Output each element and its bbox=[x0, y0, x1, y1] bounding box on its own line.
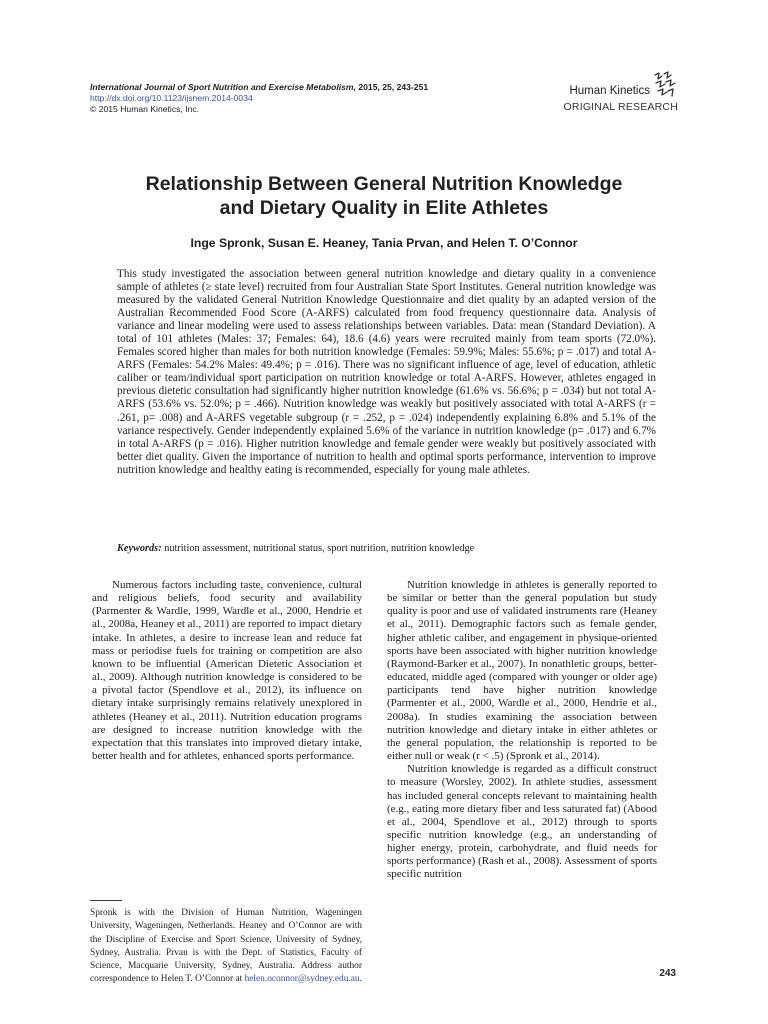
body-column-right bbox=[387, 579, 657, 882]
paragraph: Nutrition knowledge in athletes is generally reported to be similar or better than the general population but study quality is poor and use of validated instruments rare (Heaney et al., 2011). Demographic factors such as female gender, higher athletic caliber, and engagement in physique-oriented sports have been associated with higher nutrition knowledge (Raymond-Barker et al., 2007). In nonathletic groups, better-educated, middle aged (compared with younger or older age) participants tend have higher nutrition knowledge (Parmenter et al., 2000, Wardle et al., 2000, Hendrie et al., 2008a). In studies examining the association between nutrition knowledge and dietary intake in either athletes or the general population, the relationship is reported to be either null or weak (r < .5) (Spronk et al., 2014). bbox=[387, 579, 657, 763]
doi-link[interactable]: http://dx.doi.org/10.1123/ijsnem.2014-0034 bbox=[90, 93, 253, 103]
keywords-list: nutrition assessment, nutritional status, sport nutrition, nutrition knowledge bbox=[161, 543, 475, 554]
authors: Inge Spronk, Susan E. Heaney, Tania Prvan, and Helen T. O’Connor bbox=[190, 236, 578, 250]
footnote-end: . bbox=[359, 974, 362, 985]
journal-header bbox=[90, 82, 428, 115]
keywords bbox=[117, 543, 656, 554]
article-title bbox=[90, 172, 678, 220]
paragraph: Numerous factors including taste, convenience, cultural and religious beliefs, food security and availability (Parmenter & Wardle, 1999, Wardle et al., 2000, Hendrie et al., 2008a, Heaney et al., 2011) are reported to impact dietary intake. In athletes, a desire to increase lean and reduce fat mass or periodise fuels for training or competition are also known to be influential (American Dietetic Association et al., 2009). Although nutrition knowledge is considered to be a pivotal factor (Spendlove et al., 2012), its influence on dietary intake surprisingly remains relatively unexplored in athletes (Heaney et al., 2011). Nutrition education programs are designed to increase nutrition knowledge with the expectation that this translates into improved dietary intake, better health and for athletes, enhanced sports performance. bbox=[92, 579, 362, 763]
title-line-1: Relationship Between General Nutrition Knowledge bbox=[145, 173, 623, 195]
abstract: This study investigated the association between general nutrition knowledge and dietary quality in a convenience sample of athletes (≥ state level) recruited from four Australian State Sport Institutes. General nutrition knowledge was measured by the validated General Nutrition Knowledge Questionnaire and diet quality by an adapted version of the Australian Recommended Food Score (A-ARFS) calculated from food frequency questionnaire data. Analysis of variance and linear modeling were used to assess relationships between variables. Data: mean (Standard Deviation). A total of 101 athletes (Males: 37; Females: 64), 18.6 (4.6) years were recruited mainly from team sports (72.0%). Females scored higher than males for both nutrition knowledge (Females: 59.9%; Males: 55.6%; p = .017) and total A-ARFS (Females: 54.2% Males: 49.4%; p = .016). There was no significant influence of age, level of education, athletic caliber or team/individual sport participation on nutrition knowledge or total A-ARFS. However, athletes engaged in previous dietetic consultation had significantly higher nutrition knowledge (61.6% vs. 56.6%; p = .034) but not total A-ARFS (53.6% vs. 52.0%; p = .466). Nutrition knowledge was weakly but positively associated with total A-ARFS (r = .261, p= .008) and A-ARFS vegetable subgroup (r = .252, p = .024) independently explaining 6.8% and 5.1% of the variance respectively. Gender independently explained 5.6% of the variance in nutrition knowledge (p= .017) and 6.7% in total A-ARFS (p = .016). Higher nutrition knowledge and female gender were weakly but positively associated with better diet quality. Given the importance of nutrition to health and optimal sports performance, intervention to improve nutrition knowledge and healthy eating is recommended, especially for young male athletes. bbox=[117, 268, 656, 476]
footnote-text: Spronk is with the Division of Human Nutrition, Wageningen University, Wageningen, Netherlands. Heaney and O’Connor are with the Discipline of Exercise and Sport Science, University of Sydney, Sydney, Australia. Prvan is with the Dept. of Statistics, Faculty of Science, Macquarie University, Sydney, Australia. Address author correspondence to Helen T. O’Connor at bbox=[90, 908, 362, 985]
journal-name: International Journal of Sport Nutrition and Exercise Metabolism, bbox=[90, 82, 356, 92]
publisher-row bbox=[564, 70, 678, 100]
publisher-block bbox=[564, 70, 678, 113]
email-link[interactable]: helen.oconnor@sydney.edu.au bbox=[244, 974, 360, 985]
paragraph: Nutrition knowledge is regarded as a difficult construct to measure (Worsley, 2002). In athlete studies, assessment has included general concepts relevant to maintaining health (e.g., eating more dietary fiber and less saturated fat) (Abood et al., 2004, Spendlove et al., 2012) through to sports specific nutrition knowledge (e.g., an understanding of higher energy, protein, carbohydrate, and fluid needs for sports performance) (Rash et al., 2008). Assessment of sports specific nutrition bbox=[387, 763, 657, 881]
author-footnote bbox=[90, 907, 362, 987]
journal-citation bbox=[90, 82, 428, 93]
publisher-name: Human Kinetics bbox=[569, 85, 650, 97]
keywords-label: Keywords: bbox=[117, 543, 162, 554]
journal-volume: 2015, 25, 243-251 bbox=[355, 82, 429, 92]
title-line-2: and Dietary Quality in Elite Athletes bbox=[219, 197, 549, 219]
body-column-left bbox=[92, 579, 362, 763]
section-label: ORIGINAL RESEARCH bbox=[563, 101, 678, 113]
footnote-divider bbox=[90, 900, 122, 901]
copyright: © 2015 Human Kinetics, Inc. bbox=[90, 104, 200, 114]
page-number: 243 bbox=[659, 968, 676, 979]
human-kinetics-logo-icon bbox=[652, 70, 678, 100]
